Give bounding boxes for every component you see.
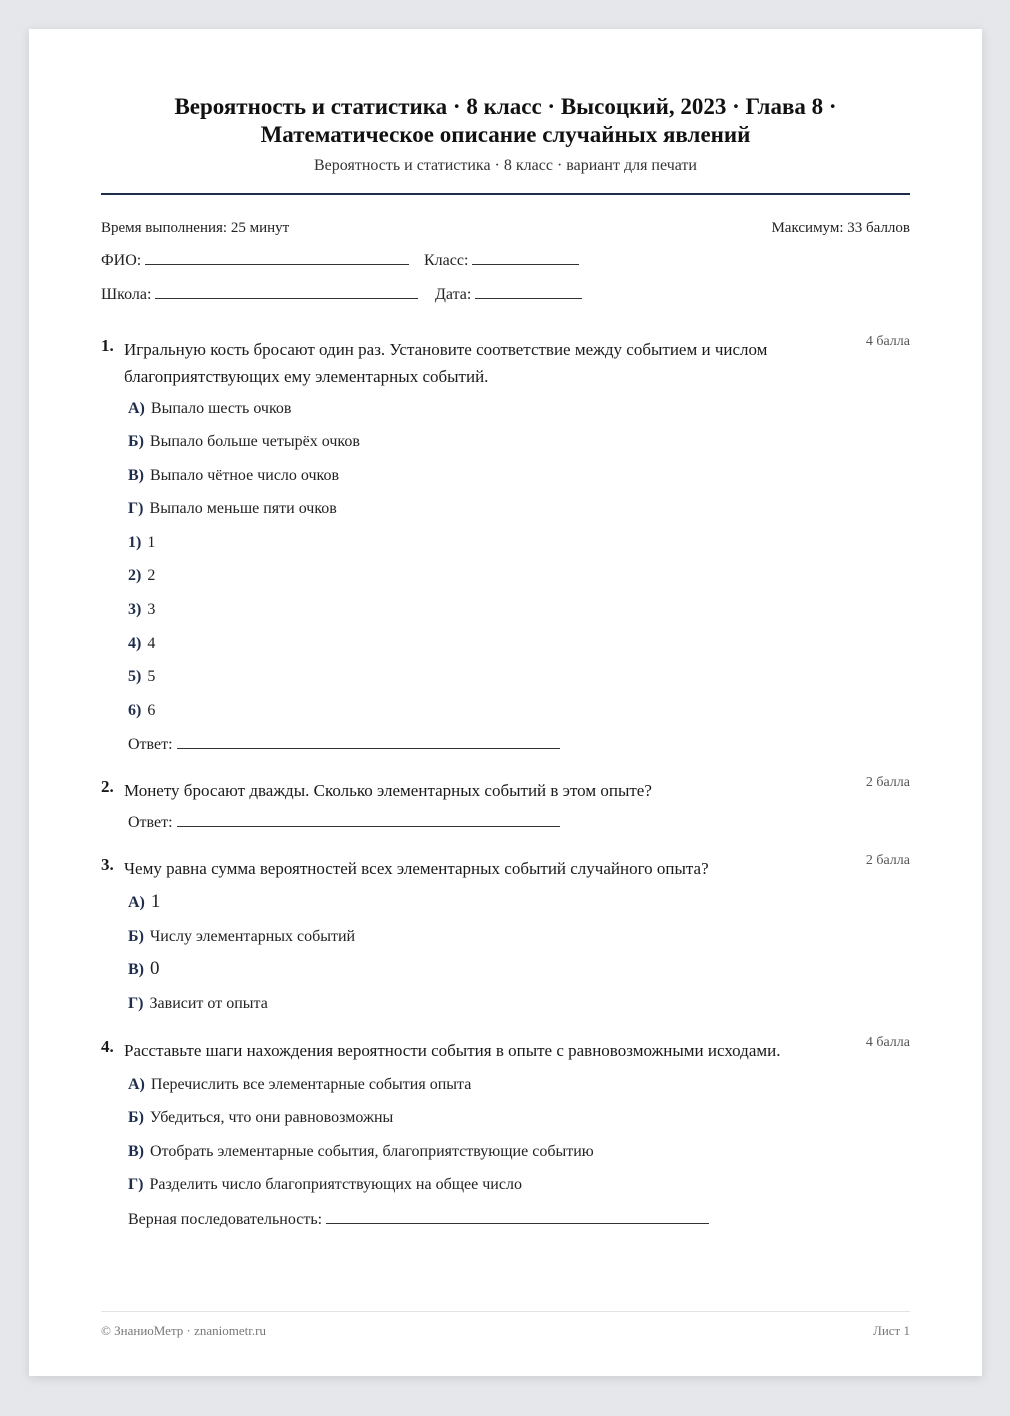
option-item [128, 1109, 393, 1127]
page-subtitle: Вероятность и статистика · 8 класс · вариант для печати [314, 157, 697, 174]
option-label: 1) [128, 534, 142, 551]
option-item [128, 668, 155, 686]
option-item [128, 1076, 471, 1094]
option-text: 3 [147, 601, 156, 618]
option-item [128, 1176, 522, 1194]
option-label: Г) [128, 1176, 144, 1193]
footer-page-number: Лист 1 [873, 1323, 910, 1338]
option-text: 6 [147, 702, 156, 719]
option-item [128, 400, 291, 418]
option-text: Отобрать элементарные события, благоприятствующие событию [150, 1143, 594, 1160]
answer-label: Ответ: [128, 736, 173, 753]
header-divider [101, 193, 910, 195]
question-points: 4 балла [865, 334, 910, 349]
answer-label: Ответ: [128, 814, 173, 831]
option-label: В) [128, 1143, 144, 1160]
option-item [128, 1143, 594, 1161]
class-field [424, 252, 579, 270]
answer-input-line[interactable] [177, 826, 560, 827]
option-item [128, 995, 268, 1013]
question-text: Чему равна сумма вероятностей всех элементарных событий случайного опыта? [124, 859, 709, 878]
footer-divider [101, 1311, 910, 1312]
option-label: Б) [128, 928, 144, 945]
footer-copyright: © ЗнаниоМетр · znaniometr.ru [101, 1323, 266, 1338]
max-score: Максимум: 33 баллов [771, 220, 910, 236]
option-label: В) [128, 961, 144, 978]
question-number: 1. [101, 336, 114, 355]
option-label: В) [128, 467, 144, 484]
option-text: Убедиться, что они равновозможны [149, 1109, 394, 1126]
answer-label: Верная последовательность: [128, 1211, 323, 1228]
question-text: Расставьте шаги нахождения вероятности события в опыте с равновозможными исходами. [124, 1041, 781, 1060]
option-text: Числу элементарных событий [149, 928, 356, 945]
option-label: Г) [128, 995, 144, 1012]
option-item [128, 433, 360, 451]
option-item [128, 467, 339, 485]
option-label: 2) [128, 567, 142, 584]
question-points: 4 балла [865, 1035, 910, 1050]
title-line-1: Вероятность и статистика · 8 класс · Высоцкий, 2023 · Глава 8 · [174, 94, 837, 119]
answer-field [128, 814, 560, 832]
option-item [128, 500, 337, 518]
name-input-line[interactable] [145, 264, 409, 265]
option-label: А) [128, 400, 145, 417]
page-title [101, 93, 910, 149]
option-item [128, 635, 155, 653]
option-label: Б) [128, 1109, 144, 1126]
date-label: Дата: [435, 286, 472, 303]
option-label: 6) [128, 702, 142, 719]
school-label: Школа: [101, 286, 152, 303]
question-points: 2 балла [865, 853, 910, 868]
option-item [128, 601, 155, 619]
option-text: 4 [147, 635, 156, 652]
option-text: 2 [147, 567, 156, 584]
option-text: Разделить число благоприятствующих на общее число [149, 1176, 522, 1193]
option-label: А) [128, 894, 145, 911]
question-points: 2 балла [865, 775, 910, 790]
option-text: Зависит от опыта [149, 995, 268, 1012]
question-number: 2. [101, 777, 114, 796]
option-text: Перечислить все элементарные события опыта [150, 1076, 472, 1093]
option-text: 1 [150, 891, 161, 912]
option-item [128, 891, 160, 913]
title-line-2: Математическое описание случайных явлений [260, 122, 751, 147]
option-item [128, 928, 355, 946]
option-item [128, 567, 155, 585]
date-input-line[interactable] [475, 298, 582, 299]
option-text: Выпало чётное число очков [150, 467, 340, 484]
option-item [128, 958, 160, 980]
answer-field [128, 736, 560, 754]
option-text: Выпало шесть очков [150, 400, 292, 417]
option-label: Г) [128, 500, 144, 517]
name-label: ФИО: [101, 252, 142, 269]
question-text: Игральную кость бросают один раз. Установите соответствие между событием и числом благоприятствующих ему элементарных событий. [124, 340, 768, 386]
option-label: 4) [128, 635, 142, 652]
option-label: Б) [128, 433, 144, 450]
date-field [435, 286, 582, 304]
option-text: Выпало меньше пяти очков [149, 500, 337, 517]
option-text: Выпало больше четырёх очков [149, 433, 360, 450]
sequence-answer-field [128, 1211, 709, 1229]
name-field [101, 252, 409, 270]
option-item [128, 702, 155, 720]
question-number: 4. [101, 1037, 114, 1056]
option-label: 5) [128, 668, 142, 685]
option-label: 3) [128, 601, 142, 618]
school-input-line[interactable] [155, 298, 418, 299]
class-label: Класс: [424, 252, 469, 269]
answer-input-line[interactable] [326, 1223, 709, 1224]
question-text: Монету бросают дважды. Сколько элементарных событий в этом опыте? [124, 781, 652, 800]
answer-input-line[interactable] [177, 748, 560, 749]
option-text: 0 [150, 958, 160, 979]
question-number: 3. [101, 855, 114, 874]
school-field [101, 286, 418, 304]
worksheet-page [29, 29, 982, 1376]
time-limit: Время выполнения: 25 минут [101, 220, 290, 236]
option-text: 5 [147, 668, 156, 685]
option-text: 1 [147, 534, 156, 551]
class-input-line[interactable] [472, 264, 579, 265]
option-item [128, 534, 155, 552]
option-label: А) [128, 1076, 145, 1093]
